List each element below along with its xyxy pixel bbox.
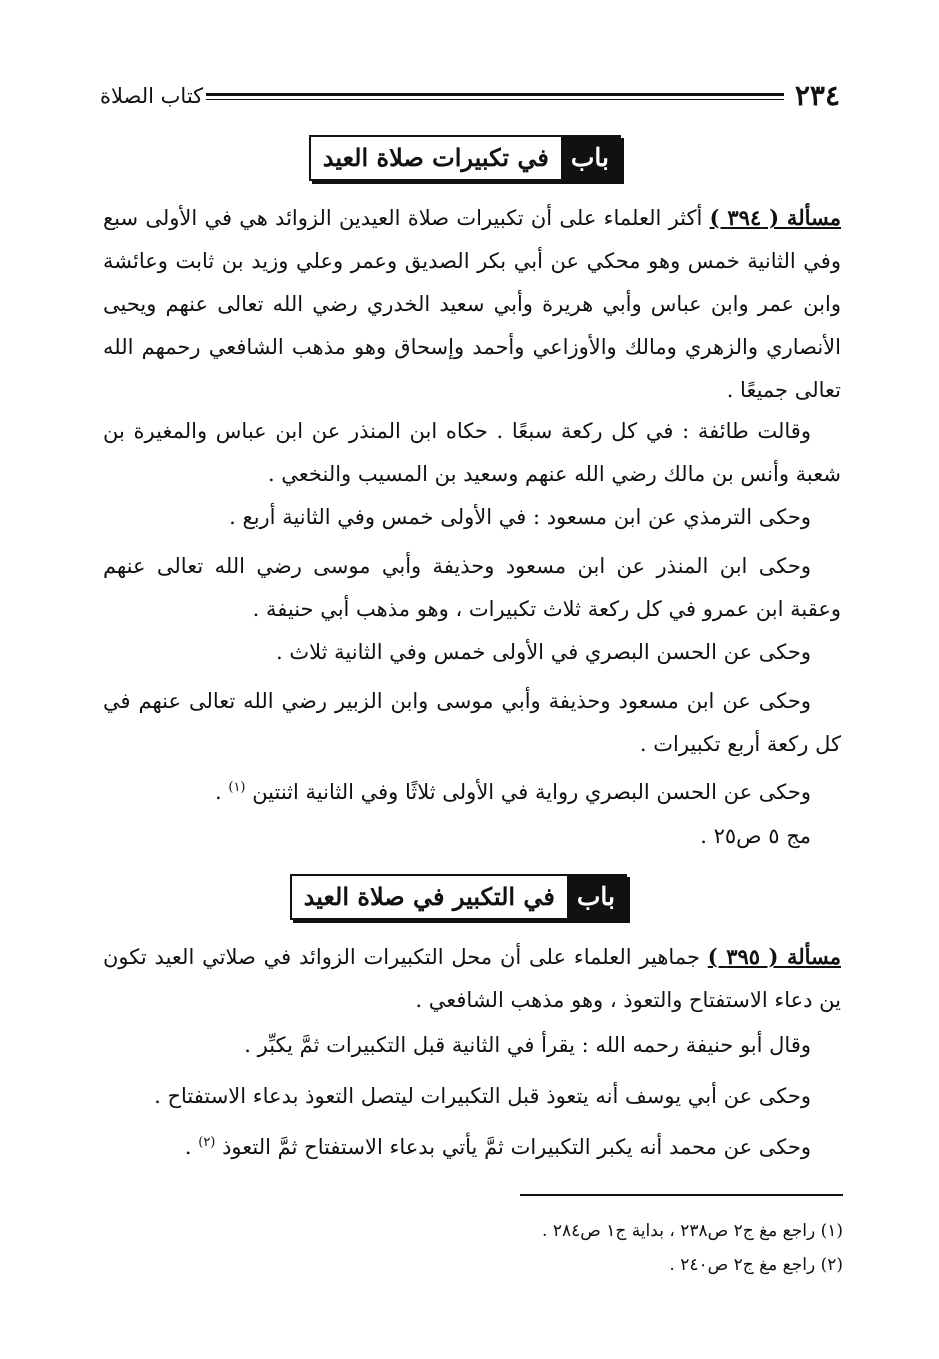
- paragraph: وقال أبو حنيفة رحمه الله : يقرأ في الثانية قبل التكبيرات ثمَّ يكبِّر .: [244, 1033, 811, 1057]
- paragraph: وحكى الترمذي عن ابن مسعود : في الأولى خمس وفي الثانية أربع .: [229, 505, 811, 529]
- footnote: (٢) راجع مغ ج٢ ص٢٤٠ .: [669, 1255, 843, 1275]
- header-rule: [206, 93, 784, 100]
- paragraph-text: وحكى عن الحسن البصري رواية في الأولى ثلاثًا وفي الثانية اثنتين: [252, 780, 811, 804]
- paragraph-text: أكثر العلماء على أن تكبيرات صلاة العيدين الزوائد هي في الأولى سبع وفي الثانية خمس وهو محكي عن أبي بكر الصديق وعمر وعلي وزيد بن ثابت وعائشة وابن عمر وابن عباس وأبي هريرة وأبي سعيد الخدري رضي الله تعالى عنهم ويحيى الأنصاري والزهري ومالك والأوزاعي وأحمد وإسحاق وهو مذهب الشافعي رحمهم الله تعالى جميعًا .: [103, 206, 841, 402]
- paragraph-end: .: [184, 1135, 199, 1159]
- chapter-heading-2: [290, 874, 627, 920]
- page-number: ٢٣٤: [794, 79, 840, 112]
- paragraph: وحكى ابن المنذر عن ابن مسعود وحذيفة وأبي موسى رضي الله تعالى عنهم وعقبة ابن عمرو في كل ركعة ثلاث تكبيرات ، وهو مذهب أبي حنيفة .: [103, 554, 841, 621]
- paragraph: مج ٥ ص٢٥ .: [700, 824, 811, 848]
- chapter-title: في تكبيرات صلاة العيد: [322, 143, 549, 172]
- footnote-ref: (٢): [198, 1135, 216, 1150]
- paragraph-text: وحكى عن محمد أنه يكبر التكبيرات ثمَّ يأتي بدعاء الاستفتاح ثمَّ التعوذ: [222, 1135, 811, 1159]
- paragraph: [103, 1121, 841, 1169]
- footnote: (١) راجع مغ ج٢ ص٢٣٨ ، بداية ج١ ص٢٨٤ .: [542, 1221, 843, 1241]
- footnote-ref: (١): [228, 780, 246, 795]
- paragraph: [103, 935, 841, 1022]
- paragraph: وحكى عن أبي يوسف أنه يتعوذ قبل التكبيرات ليتصل التعوذ بدعاء الاستفتاح .: [154, 1084, 811, 1108]
- paragraph: [103, 766, 841, 814]
- paragraph: وقالت طائفة : في كل ركعة سبعًا . حكاه ابن المنذر عن ابن عباس والمغيرة بن شعبة وأنس بن مالك رضي الله عنهم وسعيد بن المسيب والنخعي .: [103, 419, 841, 486]
- paragraph: [103, 196, 841, 412]
- page-header: [100, 78, 840, 114]
- paragraph-text: جماهير العلماء على أن محل التكبيرات الزوائد في صلاتي العيد تكون ين دعاء الاستفتاح والتعوذ ، وهو مذهب الشافعي .: [103, 945, 841, 1012]
- footnote-rule: [520, 1194, 843, 1196]
- issue-label: مسألة ( ٣٩٥ ): [707, 944, 841, 969]
- issue-label: مسألة ( ٣٩٤ ): [709, 205, 841, 230]
- paragraph: وحكى عن ابن مسعود وحذيفة وأبي موسى وابن الزبير رضي الله تعالى عنهم في كل ركعة أربع تكبيرات .: [103, 689, 841, 756]
- book-title: كتاب الصلاة: [100, 84, 204, 108]
- chapter-label: باب: [567, 876, 625, 918]
- paragraph-end: .: [215, 780, 229, 804]
- chapter-heading-1: [309, 135, 621, 181]
- chapter-label: باب: [561, 137, 619, 179]
- chapter-title: في التكبير في صلاة العيد: [303, 882, 555, 911]
- paragraph: وحكى عن الحسن البصري في الأولى خمس وفي الثانية ثلاث .: [275, 640, 811, 664]
